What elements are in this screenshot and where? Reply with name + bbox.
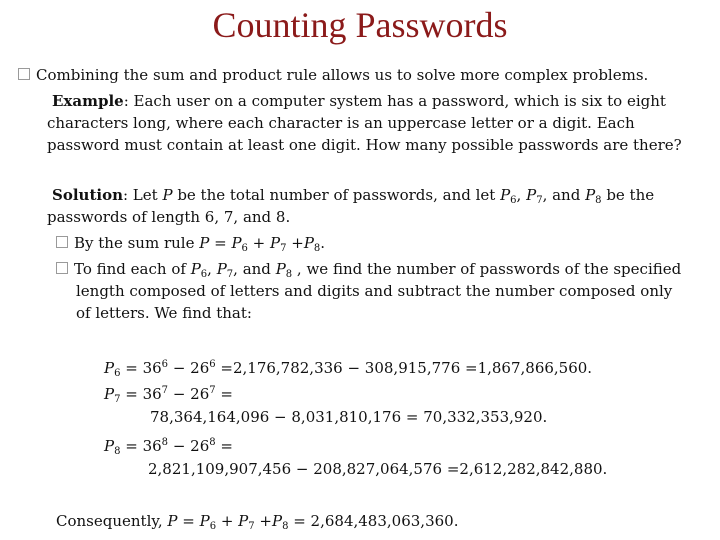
equation-text: = — [215, 437, 233, 455]
bullet-text: Combining the sum and product rule allows us to solve more complex problems. — [36, 66, 649, 84]
conclusion-text: = 2,684,483,063,360. — [288, 512, 459, 530]
exponent: 8 — [161, 437, 169, 448]
slide-title: Counting Passwords — [212, 5, 508, 45]
var-p7: P — [238, 512, 249, 530]
sub-bullet-text: , — [207, 260, 217, 278]
subscript: 6 — [114, 368, 121, 379]
sub-bullet-line-3: of letters. We find that: — [76, 304, 252, 322]
bullet-square-icon — [18, 68, 30, 80]
var-p: P — [167, 512, 178, 530]
var-p: P — [104, 359, 115, 377]
var-p7: P — [270, 234, 281, 252]
equation-text: =2,176,782,336 − 308,915,776 =1,867,866,560. — [215, 359, 593, 377]
example-text: : Each user on a computer system has a password, which is six to eight — [123, 92, 666, 110]
exponent: 8 — [209, 437, 216, 448]
var-p8: P — [271, 512, 283, 530]
var-p6: P — [199, 512, 210, 530]
bullet-square-icon — [56, 262, 68, 274]
sub-bullet-text: To find each of — [74, 260, 191, 278]
conclusion-text: + — [216, 512, 239, 530]
var-p6: P — [231, 234, 242, 252]
subscript: 7 — [280, 243, 287, 254]
sub-bullet-sum-rule — [56, 232, 325, 260]
equation-text: = 36 — [120, 385, 162, 403]
sub-bullet-line-2: length composed of letters and digits and subtract the number composed only — [76, 282, 673, 300]
solution-line-2: passwords of length 6, 7, and 8. — [47, 208, 291, 226]
solution-text: be the total number of passwords, and let — [172, 186, 501, 204]
exponent: 7 — [161, 385, 169, 396]
equation-text: = 36 — [120, 359, 162, 377]
equation-p8-result: 2,821,109,907,456 − 208,827,064,576 =2,612,282,842,880. — [148, 460, 608, 478]
var-p: P — [199, 234, 210, 252]
conclusion-text: = — [177, 512, 200, 530]
equation-text: − 26 — [168, 359, 210, 377]
equation-text: = — [215, 385, 233, 403]
subscript: 7 — [536, 195, 543, 206]
equation-text: − 26 — [168, 437, 210, 455]
subscript: 6 — [241, 243, 248, 254]
subscript: 8 — [313, 243, 321, 254]
example-line-3: password must contain at least one digit. How many possible passwords are there? — [47, 136, 682, 154]
example-label: Example — [52, 92, 124, 110]
conclusion — [56, 510, 458, 538]
sub-bullet-text: By the sum rule — [74, 234, 200, 252]
subscript: 6 — [510, 195, 517, 206]
conclusion-text: Consequently, — [56, 512, 168, 530]
solution-label: Solution — [52, 186, 123, 204]
subscript: 6 — [200, 269, 208, 280]
var-p6: P — [500, 186, 511, 204]
sub-bullet-text: = — [209, 234, 232, 252]
exponent: 6 — [209, 359, 216, 370]
equation-text: = 36 — [120, 437, 162, 455]
solution-text: , and — [542, 186, 586, 204]
subscript: 8 — [595, 195, 602, 206]
subscript: 8 — [285, 269, 293, 280]
var-p: P — [162, 186, 173, 204]
var-p7: P — [526, 186, 537, 204]
example-line-2: characters long, where each character is an uppercase letter or a digit. Each — [47, 114, 635, 132]
sub-bullet-text: , and — [233, 260, 276, 278]
sub-bullet-text: . — [320, 234, 326, 252]
solution-text: , — [516, 186, 527, 204]
equation-p7-result: 78,364,164,096 − 8,031,810,176 = 70,332,353,920. — [150, 408, 548, 426]
var-p8: P — [275, 260, 286, 278]
conclusion-text: + — [254, 512, 272, 530]
var-p: P — [104, 385, 115, 403]
subscript: 8 — [282, 521, 289, 532]
exponent: 7 — [209, 385, 216, 396]
subscript: 7 — [226, 269, 234, 280]
solution-text: be the — [601, 186, 655, 204]
var-p6: P — [190, 260, 201, 278]
subscript: 6 — [209, 521, 217, 532]
var-p7: P — [216, 260, 227, 278]
bullet-sum-product — [18, 64, 648, 86]
example-line-1 — [52, 90, 666, 112]
var-p8: P — [303, 234, 314, 252]
sub-bullet-text: + — [286, 234, 304, 252]
sub-bullet-text: + — [247, 234, 271, 252]
bullet-square-icon — [56, 236, 68, 248]
solution-text: : Let — [122, 186, 163, 204]
subscript: 7 — [114, 394, 121, 405]
var-p: P — [104, 437, 115, 455]
subscript: 7 — [248, 521, 255, 532]
exponent: 6 — [161, 359, 169, 370]
subscript: 8 — [114, 446, 121, 457]
var-p8: P — [585, 186, 596, 204]
equation-text: − 26 — [168, 385, 210, 403]
sub-bullet-text: , we find the number of passwords of the specified — [292, 260, 682, 278]
